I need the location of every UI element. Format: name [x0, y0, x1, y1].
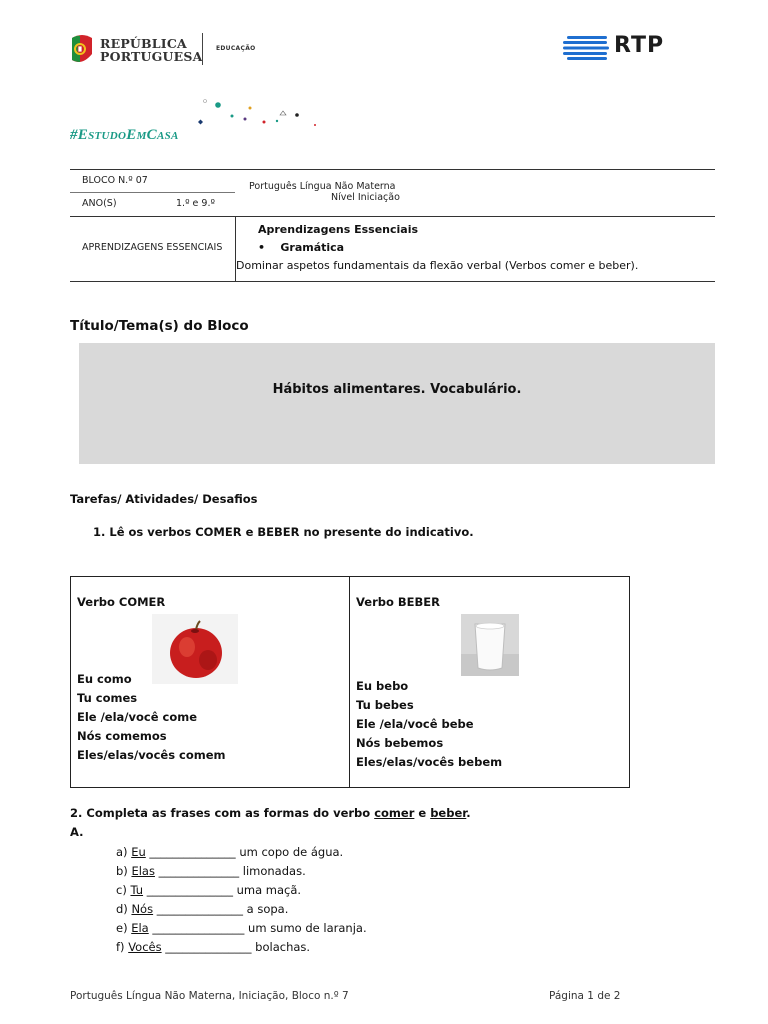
- footer-page-number: Página 1 de 2: [549, 990, 621, 1002]
- anos-value: 1.º e 9.º: [176, 198, 215, 209]
- answer-blank[interactable]: _______________: [145, 845, 240, 859]
- table-mid-border: [70, 216, 715, 217]
- tema-text: Hábitos alimentares. Vocabulário.: [272, 382, 522, 397]
- table-bottom-border: [70, 281, 715, 282]
- list-item: Tu comes: [77, 691, 138, 705]
- answer-blank[interactable]: _______________: [153, 902, 247, 916]
- section-a-label: A.: [70, 825, 84, 839]
- tema-box: [79, 343, 715, 464]
- verbo-comer-heading: Verbo COMER: [77, 595, 166, 609]
- decorative-dots: [195, 96, 325, 132]
- titulo-tema-heading: Título/Tema(s) do Bloco: [70, 318, 249, 334]
- list-item: e) Ela ________________ um sumo de laranja.: [116, 921, 367, 935]
- list-item: Tu bebes: [356, 698, 414, 712]
- list-item: c) Tu _______________ uma maçã.: [116, 883, 302, 897]
- logo-separator: [202, 33, 203, 65]
- list-item: Eles/elas/vocês comem: [77, 748, 226, 762]
- verbo-beber-heading: Verbo BEBER: [356, 595, 440, 609]
- bullet-item: • Gramática: [258, 241, 345, 254]
- answer-blank[interactable]: ______________: [154, 864, 243, 878]
- list-item: a) Eu _______________ um copo de água.: [116, 845, 344, 859]
- list-item: Nós bebemos: [356, 736, 444, 750]
- aprendizagens-title: Aprendizagens Essenciais: [258, 223, 419, 236]
- verb-comer: comer: [374, 806, 415, 820]
- glass-of-milk-image: [461, 614, 519, 676]
- list-item: d) Nós _______________ a sopa.: [116, 902, 289, 916]
- answer-blank[interactable]: _______________: [143, 883, 237, 897]
- list-item: Eu bebo: [356, 679, 409, 693]
- bullet-icon: •: [258, 241, 281, 254]
- table-top-border: [70, 169, 715, 170]
- footer-document-info: Português Língua Não Materna, Iniciação, Bloco n.º 7: [70, 990, 349, 1002]
- aprendizagens-label: APRENDIZAGENS ESSENCIAIS: [82, 242, 223, 253]
- verbs-table-divider: [349, 576, 350, 788]
- portugal-flag-icon: [68, 32, 96, 66]
- bloco-label: BLOCO N.º 07: [82, 175, 148, 186]
- list-item: Nós comemos: [77, 729, 167, 743]
- beber-conjugation: [356, 677, 502, 772]
- question-1: 1. Lê os verbos COMER e BEBER no presente do indicativo.: [93, 525, 474, 539]
- list-item: Eles/elas/vocês bebem: [356, 755, 503, 769]
- table-row-divider: [70, 192, 235, 193]
- tarefas-heading: Tarefas/ Atividades/ Desafios: [70, 492, 258, 506]
- rtp-bars-icon: [563, 35, 609, 61]
- educacao-label: EDUCAÇÃO: [216, 45, 256, 52]
- list-item: b) Elas ______________ limonadas.: [116, 864, 306, 878]
- list-item: Ele /ela/você come: [77, 710, 198, 724]
- list-item: Eu como: [77, 672, 132, 686]
- list-item: Ele /ela/você bebe: [356, 717, 474, 731]
- rtp-logo-text: RTP: [614, 33, 665, 58]
- estudo-em-casa-hashtag: #EstudoEmCasa: [70, 127, 179, 143]
- answer-blank[interactable]: _______________: [161, 940, 256, 954]
- verb-beber: beber: [430, 806, 467, 820]
- anos-label: ANO(S): [82, 198, 117, 209]
- subject-title: Português Língua Não Materna: [249, 181, 396, 192]
- comer-conjugation: [77, 670, 226, 765]
- answer-blank[interactable]: ________________: [148, 921, 249, 935]
- subject-level: Nível Iniciação: [331, 192, 400, 203]
- question-2: 2. Completa as frases com as formas do verbo comer e beber.: [70, 806, 471, 820]
- republica-portuguesa-logo: REPÚBLICA PORTUGUESA: [100, 36, 203, 64]
- fill-in-items: [116, 843, 367, 957]
- list-item: f) Vocês _______________ bolachas.: [116, 940, 311, 954]
- aprendizagens-description: Dominar aspetos fundamentais da flexão verbal (Verbos comer e beber).: [236, 259, 639, 272]
